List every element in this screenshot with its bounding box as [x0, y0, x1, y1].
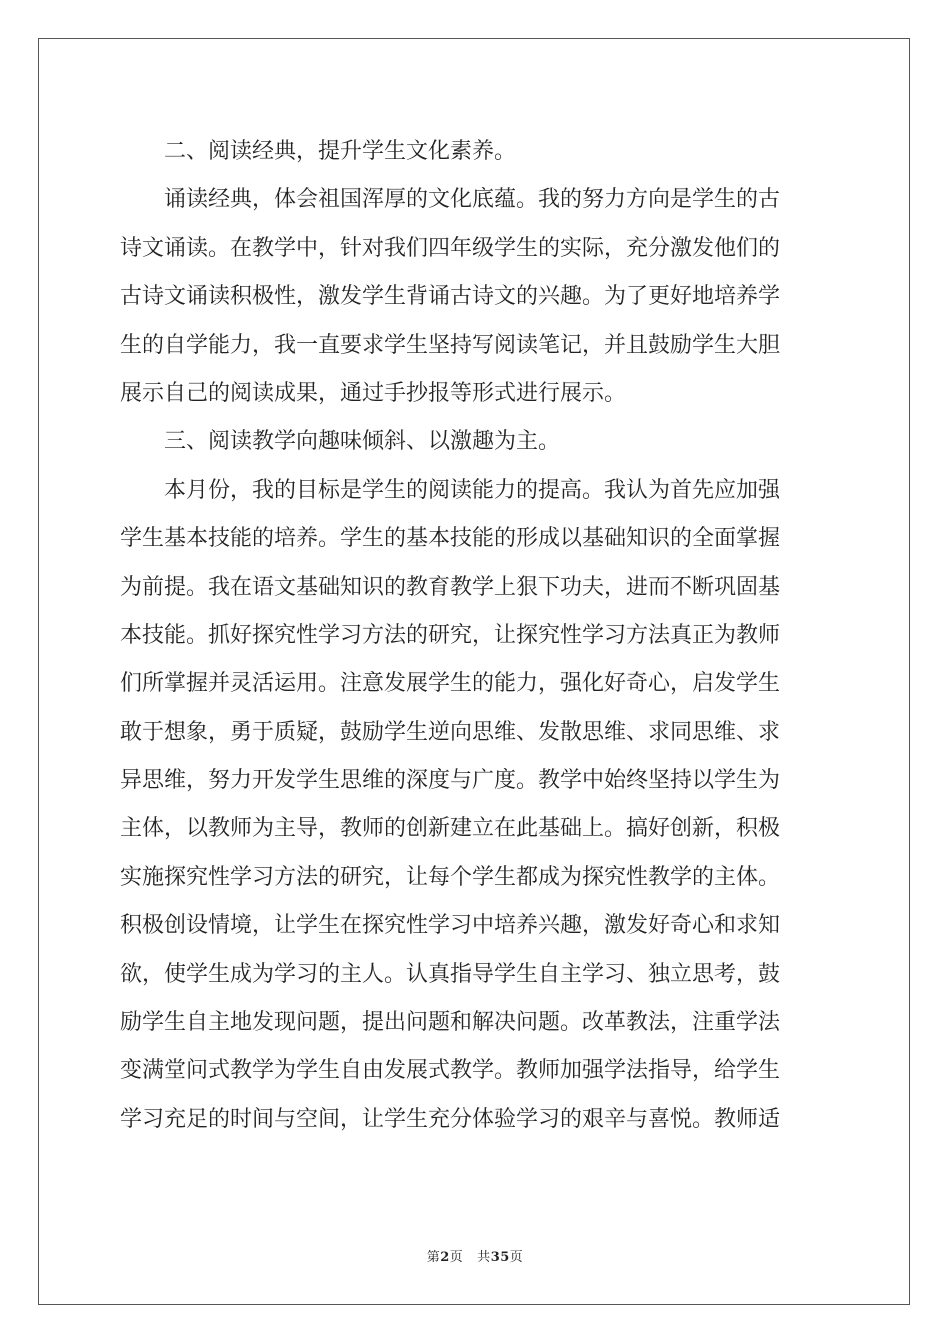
total-pages-prefix: 共 — [477, 1250, 491, 1265]
text-line: 们所掌握并灵活运用。注意发展学生的能力，强化好奇心，启发学生 — [120, 671, 781, 697]
text-line: 诵读经典，体会祖国浑厚的文化底蕴。我的努力方向是学生的古 — [164, 187, 781, 213]
text-line: 本技能。抓好探究性学习方法的研究，让探究性学习方法真正为教师 — [120, 622, 781, 648]
text-line: 学习充足的时间与空间，让学生充分体验学习的艰辛与喜悦。教师适 — [120, 1106, 781, 1132]
text-line: 异思维，努力开发学生思维的深度与广度。教学中始终坚持以学生为 — [120, 768, 781, 794]
text-line: 励学生自主地发现问题，提出问题和解决问题。改革教法，注重学法 — [120, 1010, 781, 1036]
text-line: 二、阅读经典，提升学生文化素养。 — [164, 139, 517, 164]
page-footer — [0, 1246, 950, 1265]
text-line: 本月份，我的目标是学生的阅读能力的提高。我认为首先应加强 — [164, 477, 781, 503]
document-body — [120, 128, 836, 1144]
text-line: 积极创设情境，让学生在探究性学习中培养兴趣，激发好奇心和求知 — [120, 913, 781, 939]
text-line: 主体，以教师为主导，教师的创新建立在此基础上。搞好创新，积极 — [120, 816, 781, 842]
text-line: 学生基本技能的培养。学生的基本技能的形成以基础知识的全面掌握 — [120, 526, 781, 552]
text-line: 古诗文诵读积极性，激发学生背诵古诗文的兴趣。为了更好地培养学 — [120, 284, 781, 310]
text-line: 展示自己的阅读成果，通过手抄报等形式进行展示。 — [120, 380, 627, 406]
page-number-prefix: 第 — [426, 1250, 441, 1265]
text-line: 为前提。我在语文基础知识的教育教学上狠下功夫，进而不断巩固基 — [120, 574, 781, 600]
text-line: 诗文诵读。在教学中，针对我们四年级学生的实际，充分激发他们的 — [120, 235, 781, 261]
total-pages-suffix: 页 — [509, 1250, 524, 1265]
text-line: 实施探究性学习方法的研究，让每个学生都成为探究性教学的主体。 — [120, 864, 781, 890]
text-line: 生的自学能力，我一直要求学生坚持写阅读笔记，并且鼓励学生大胆 — [120, 332, 781, 358]
page-number-suffix: 页 — [449, 1250, 464, 1265]
text-line: 变满堂问式教学为学生自由发展式教学。教师加强学法指导，给学生 — [120, 1058, 781, 1084]
text-line: 三、阅读教学向趣味倾斜、以激趣为主。 — [164, 429, 561, 455]
page-number: 2 — [440, 1250, 450, 1265]
total-pages: 35 — [490, 1250, 510, 1265]
text-line: 欲，使学生成为学习的主人。认真指导学生自主学习、独立思考，鼓 — [120, 961, 781, 987]
text-line: 敢于想象，勇于质疑，鼓励学生逆向思维、发散思维、求同思维、求 — [120, 719, 781, 745]
